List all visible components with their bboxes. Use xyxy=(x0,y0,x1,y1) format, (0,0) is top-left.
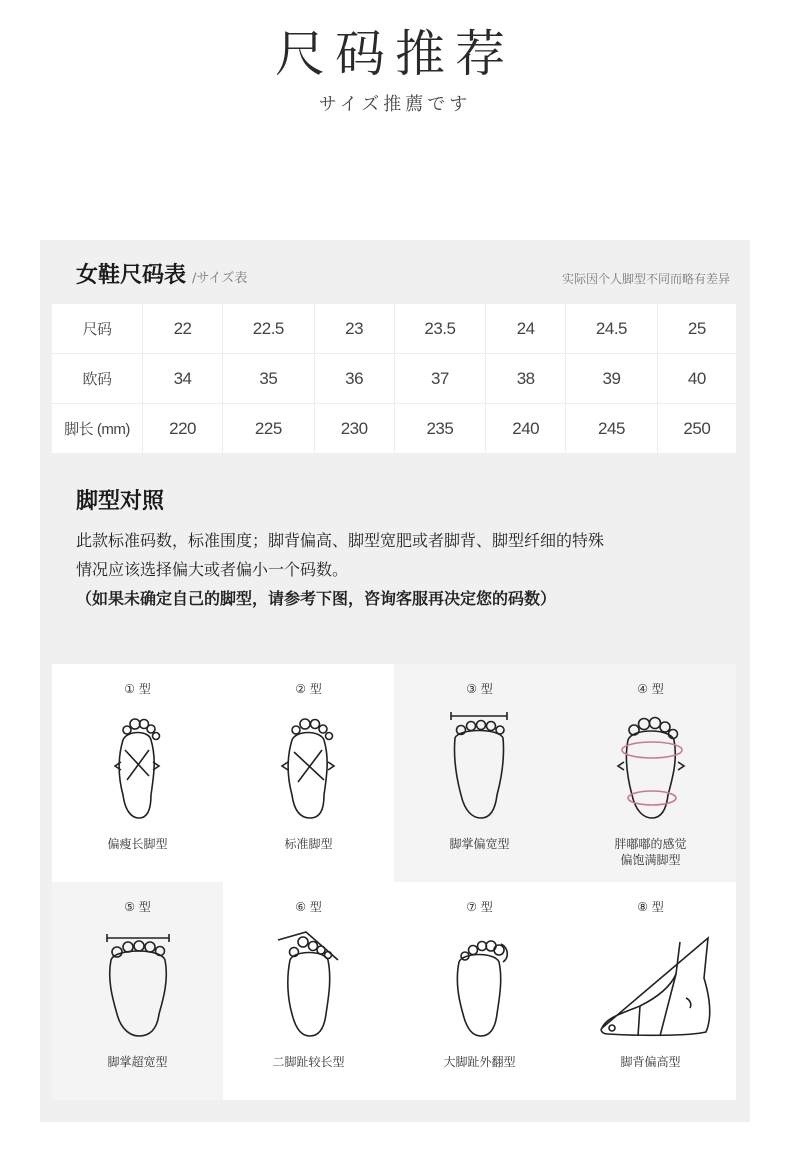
foot-type-number: ③ 型 xyxy=(466,682,493,696)
table-cell: 250 xyxy=(683,418,711,438)
foot-type-grid xyxy=(52,664,738,1100)
size-chart-header xyxy=(76,258,247,289)
foot-type-card xyxy=(52,882,223,1100)
foot-wide-forefoot-icon xyxy=(429,700,529,830)
foot-extra-wide-icon xyxy=(87,918,187,1048)
table-cell: 35 xyxy=(223,354,314,404)
foot-high-instep-icon xyxy=(585,918,715,1048)
foot-compare-title: 脚型对照 xyxy=(76,489,165,514)
table-cell: 25 xyxy=(657,304,736,354)
foot-type-card xyxy=(223,664,394,882)
foot-type-card xyxy=(394,664,565,882)
foot-type-label: 大脚趾外翻型 xyxy=(443,1055,516,1069)
table-cell: 24 xyxy=(486,304,566,354)
size-table xyxy=(52,304,736,453)
foot-plump-icon xyxy=(600,700,700,830)
size-chart-title: 女鞋尺码表 xyxy=(76,263,187,288)
size-chart-note: 实际因个人脚型不同而略有差异 xyxy=(561,272,730,286)
table-cell: 235 xyxy=(394,404,485,454)
table-cell: 220 xyxy=(143,404,223,454)
foot-type-card xyxy=(394,882,565,1100)
table-cell: 34 xyxy=(143,354,223,404)
foot-type-number: ⑥ 型 xyxy=(295,900,322,914)
foot-type-card xyxy=(52,664,223,882)
table-cell: 23.5 xyxy=(394,304,485,354)
row-label: 脚长 (mm) xyxy=(52,404,143,454)
foot-type-label-line: 胖嘟嘟的感觉 偏饱满脚型 xyxy=(614,837,687,867)
size-chart-subtitle: /サイズ表 xyxy=(192,271,248,286)
foot-type-card xyxy=(565,882,736,1100)
foot-type-number: ⑤ 型 xyxy=(124,900,151,914)
table-row xyxy=(52,304,736,354)
table-row xyxy=(52,354,736,404)
foot-standard-icon xyxy=(258,700,358,830)
description-line: 此款标准码数，标准围度；脚背偏高、脚型宽肥或者脚背、脚型纤细的特殊 xyxy=(76,531,605,550)
table-cell: 22 xyxy=(143,304,223,354)
foot-bunion-icon xyxy=(429,918,529,1048)
table-cell: 245 xyxy=(566,404,657,454)
table-cell: 23 xyxy=(314,304,394,354)
foot-type-label xyxy=(565,836,736,868)
foot-type-number: ④ 型 xyxy=(637,682,664,696)
table-cell: 230 xyxy=(314,404,394,454)
description-note: （如果未确定自己的脚型，请参考下图，咨询客服再决定您的码数） xyxy=(76,589,557,608)
page-title: 尺码推荐 xyxy=(275,25,515,83)
table-cell: 38 xyxy=(486,354,566,404)
description-line: 情况应该选择偏大或者偏小一个码数。 xyxy=(76,560,349,579)
foot-long-second-toe-icon xyxy=(258,918,358,1048)
foot-type-label: 偏瘦长脚型 xyxy=(107,837,168,851)
table-cell: 40 xyxy=(657,354,736,404)
foot-type-label: 脚背偏高型 xyxy=(620,1055,681,1069)
table-cell: 225 xyxy=(223,404,314,454)
row-label: 尺码 xyxy=(52,304,143,354)
foot-type-label: 脚掌偏宽型 xyxy=(449,837,510,851)
size-panel xyxy=(40,240,750,1122)
foot-type-label: 二脚趾较长型 xyxy=(272,1055,345,1069)
table-row xyxy=(52,404,736,454)
foot-type-card xyxy=(565,664,736,882)
foot-type-number: ② 型 xyxy=(295,682,322,696)
table-cell: 240 xyxy=(486,404,566,454)
table-cell: 22.5 xyxy=(223,304,314,354)
row-label: 欧码 xyxy=(52,354,143,404)
foot-type-number: ⑦ 型 xyxy=(466,900,493,914)
table-cell: 24.5 xyxy=(566,304,657,354)
foot-type-number: ⑧ 型 xyxy=(637,900,664,914)
foot-type-number: ① 型 xyxy=(124,682,151,696)
foot-slim-icon xyxy=(87,700,187,830)
foot-type-label: 标准脚型 xyxy=(284,837,333,851)
table-cell: 36 xyxy=(314,354,394,404)
foot-compare-description xyxy=(76,526,716,613)
table-cell: 37 xyxy=(394,354,485,404)
table-cell: 39 xyxy=(566,354,657,404)
page-subtitle: サイズ推薦です xyxy=(318,94,472,115)
foot-type-label: 脚掌超宽型 xyxy=(107,1055,168,1069)
foot-type-card xyxy=(223,882,394,1100)
